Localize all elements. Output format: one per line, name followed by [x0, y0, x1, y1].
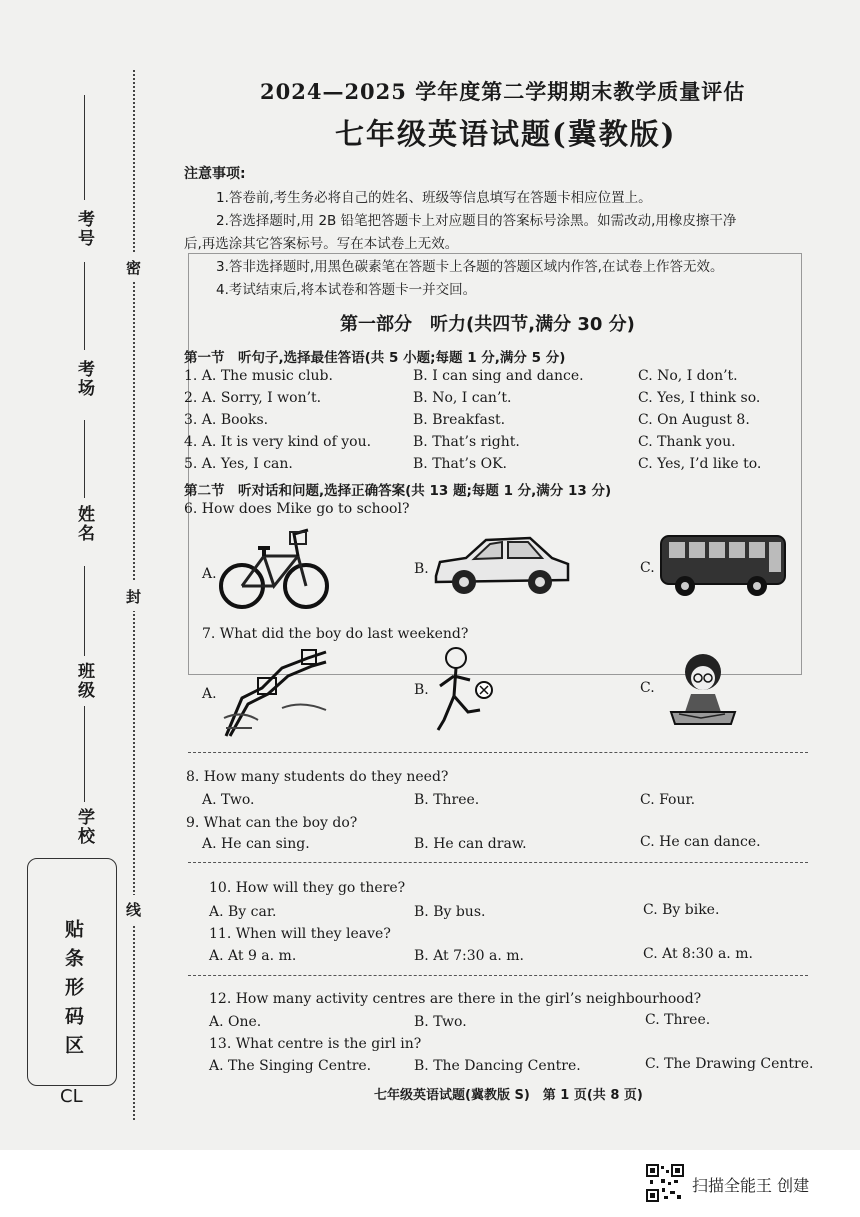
- q13-option-b: B. The Dancing Centre.: [414, 1058, 581, 1074]
- football-boy-image: [434, 646, 496, 740]
- seal-char-xian: 线: [126, 895, 141, 924]
- q13-stem: 13. What centre is the girl in?: [209, 1036, 422, 1052]
- exam-subtitle: 七年级英语试题(冀教版): [335, 117, 677, 151]
- label-exam-room: 考场: [74, 360, 94, 398]
- q13-option-a: A. The Singing Centre.: [209, 1058, 372, 1074]
- note-item: 2.答选择题时,用 2B 铅笔把答题卡上对应题目的答案标号涂黑。如需改动,用橡皮擦干净: [216, 213, 737, 229]
- q11-stem: 11. When will they leave?: [209, 926, 391, 942]
- q11-option-b: B. At 7:30 a. m.: [414, 948, 524, 964]
- q5-option-a: 5. A. Yes, I can.: [184, 456, 293, 472]
- note-item: 4.考试结束后,将本试卷和答题卡一并交回。: [216, 282, 477, 298]
- q4-option-b: B. That’s right.: [413, 434, 520, 450]
- note-item: 1.答卷前,考生务必将自己的姓名、班级等信息填写在答题卡相应位置上。: [216, 190, 652, 206]
- q3-option-c: C. On August 8.: [638, 412, 750, 428]
- q4-option-c: C. Thank you.: [638, 434, 736, 450]
- divider: [188, 862, 808, 863]
- qr-code-icon: [646, 1164, 684, 1206]
- notes-heading: 注意事项:: [184, 166, 246, 182]
- car-image: [430, 530, 572, 604]
- q10-option-b: B. By bus.: [414, 904, 486, 920]
- page-number: 七年级英语试题(冀教版 S) 第 1 页(共 8 页): [374, 1088, 643, 1103]
- q7-stem: 7. What did the boy do last weekend?: [202, 626, 469, 642]
- exam-number-line[interactable]: [84, 95, 85, 200]
- q3-option-b: B. Breakfast.: [413, 412, 506, 428]
- q8-stem: 8. How many students do they need?: [186, 769, 449, 785]
- seal-char-feng: 封: [126, 582, 141, 611]
- q12-option-c: C. Three.: [645, 1012, 711, 1028]
- q12-option-b: B. Two.: [414, 1014, 467, 1030]
- bicycle-image: [218, 522, 330, 618]
- q13-option-c: C. The Drawing Centre.: [645, 1056, 814, 1072]
- label-name: 姓名: [74, 505, 94, 543]
- q8-option-b: B. Three.: [414, 792, 480, 808]
- barcode-area: 贴条形码区: [27, 858, 117, 1086]
- q3-option-a: 3. A. Books.: [184, 412, 269, 428]
- q7-option-c: C.: [640, 680, 655, 696]
- seal-char-mi: 密: [126, 253, 141, 282]
- q7-option-a: A.: [202, 686, 217, 702]
- q2-option-a: 2. A. Sorry, I won’t.: [184, 390, 322, 406]
- section1-title: 第一节 听句子,选择最佳答语(共 5 小题;每题 1 分,满分 5 分): [184, 350, 566, 366]
- q1-option-a: 1. A. The music club.: [184, 368, 333, 384]
- q12-stem: 12. How many activity centres are there in the girl’s neighbourhood?: [209, 991, 702, 1007]
- label-class: 班级: [74, 662, 94, 700]
- q5-option-c: C. Yes, I’d like to.: [638, 456, 762, 472]
- exam-title: 2024—2025 学年度第二学期期末教学质量评估: [260, 79, 746, 104]
- q8-option-c: C. Four.: [640, 792, 696, 808]
- reading-girl-image: [665, 650, 741, 734]
- q2-option-c: C. Yes, I think so.: [638, 390, 761, 406]
- q11-option-a: A. At 9 a. m.: [209, 948, 297, 964]
- scanner-credit: 扫描全能王 创建: [692, 1176, 810, 1195]
- q6-option-a: A.: [202, 566, 217, 582]
- school-line[interactable]: [84, 706, 85, 802]
- q1-option-b: B. I can sing and dance.: [413, 368, 584, 384]
- q9-option-a: A. He can sing.: [202, 836, 310, 852]
- part1-title: 第一部分 听力(共四节,满分 30 分): [340, 314, 635, 335]
- q9-stem: 9. What can the boy do?: [186, 815, 358, 831]
- q12-option-a: A. One.: [209, 1014, 262, 1030]
- q5-option-b: B. That’s OK.: [413, 456, 507, 472]
- exam-room-line[interactable]: [84, 262, 85, 350]
- label-school: 学校: [74, 808, 94, 846]
- q6-option-c: C.: [640, 560, 655, 576]
- divider: [188, 975, 808, 976]
- q9-option-b: B. He can draw.: [414, 836, 527, 852]
- q1-option-c: C. No, I don’t.: [638, 368, 738, 384]
- q10-option-c: C. By bike.: [643, 902, 720, 918]
- section2-title: 第二节 听对话和问题,选择正确答案(共 13 题;每题 1 分,满分 13 分): [184, 483, 612, 499]
- q7-option-b: B.: [414, 682, 429, 698]
- q10-option-a: A. By car.: [209, 904, 277, 920]
- q2-option-b: B. No, I can’t.: [413, 390, 512, 406]
- q6-stem: 6. How does Mike go to school?: [184, 501, 410, 517]
- great-wall-image: [222, 648, 330, 742]
- note-item: 后,再选涂其它答案标号。写在本试卷上无效。: [184, 236, 459, 252]
- name-line[interactable]: [84, 420, 85, 498]
- class-line[interactable]: [84, 566, 85, 656]
- q11-option-c: C. At 8:30 a. m.: [643, 946, 753, 962]
- q4-option-a: 4. A. It is very kind of you.: [184, 434, 372, 450]
- note-item: 3.答非选择题时,用黑色碳素笔在答题卡上各题的答题区域内作答,在试卷上作答无效。: [216, 259, 724, 275]
- label-exam-number: 考号: [74, 210, 94, 248]
- q9-option-c: C. He can dance.: [640, 834, 761, 850]
- divider: [188, 752, 808, 753]
- cl-mark: CL: [60, 1086, 83, 1107]
- q10-stem: 10. How will they go there?: [209, 880, 406, 896]
- bus-image: [657, 530, 789, 604]
- q8-option-a: A. Two.: [202, 792, 255, 808]
- q6-option-b: B.: [414, 561, 429, 577]
